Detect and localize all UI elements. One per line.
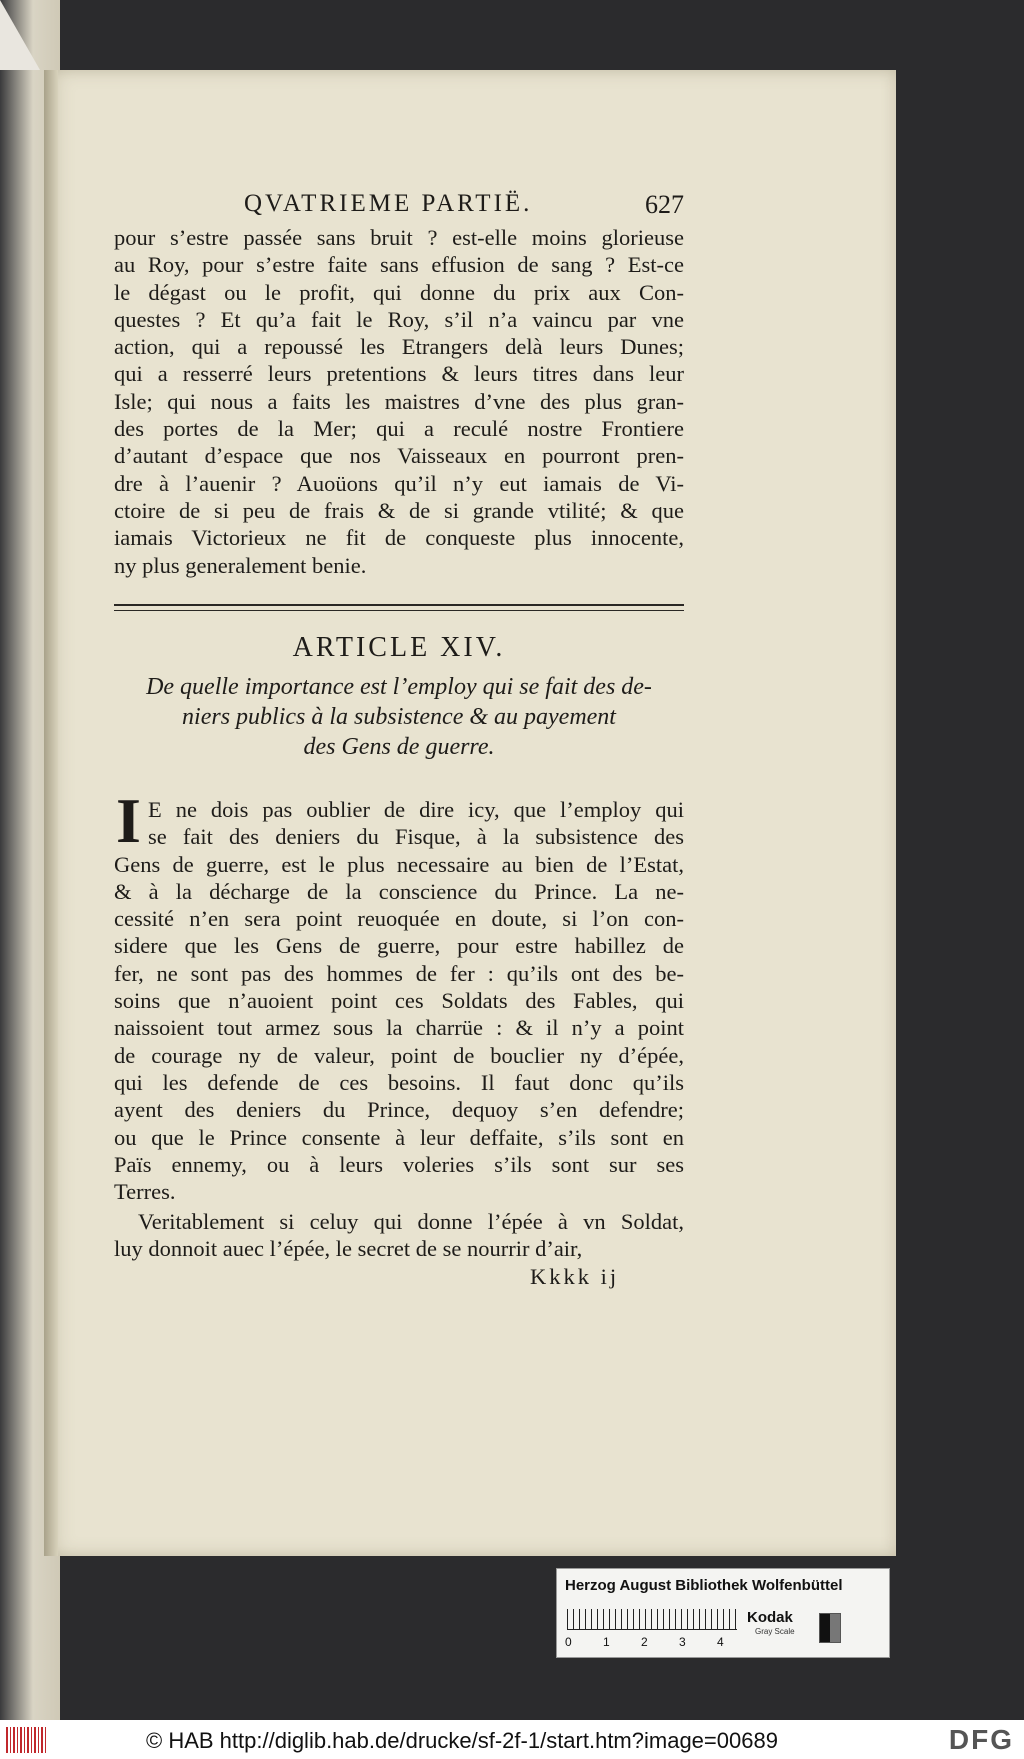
- color-scale-card: [556, 1568, 890, 1658]
- scale-tick: 0: [565, 1635, 572, 1649]
- text-line: Gens de guerre, est le plus necessaire au bien de l’Estat,: [114, 851, 684, 877]
- scale-tick: 3: [679, 1635, 686, 1649]
- scale-ruler: [567, 1609, 737, 1630]
- text-line: iamais Victorieux ne fit de conqueste plus innocente,: [114, 525, 684, 551]
- signature-mark: Kkkk ij: [530, 1264, 620, 1289]
- article-heading: ARTICLE XIV.: [292, 632, 506, 663]
- text-line: qui les defende de ces besoins. Il faut donc qu’ils: [114, 1069, 684, 1095]
- text-line: luy donnoit auec l’épée, le secret de se nourrir d’air,: [114, 1236, 583, 1262]
- page-number: 627: [645, 190, 684, 219]
- text-line: Isle; qui nous a faits les maistres d’vne des plus gran-: [114, 388, 684, 414]
- text-line: Veritablement si celuy qui donne l’épée à vn Soldat,: [138, 1209, 684, 1234]
- text-line: Terres.: [114, 1179, 176, 1205]
- paragraph-2: [114, 785, 684, 1205]
- gray-scale-label: Gray Scale: [755, 1627, 795, 1636]
- text-line: soins que n’auoient point ces Soldats des Fables, qui: [114, 988, 684, 1014]
- scale-tick: 4: [717, 1635, 724, 1649]
- text-line: fer, ne sont pas des hommes de fer : qu’ils ont des be-: [114, 960, 684, 986]
- paragraph-3-body: [114, 1208, 684, 1263]
- text-line: qui a resserré leurs pretentions & leurs titres dans leur: [114, 361, 684, 387]
- paragraph-1-body: [114, 224, 684, 579]
- paragraph-2-body: [114, 785, 684, 1205]
- text-line: au Roy, pour s’estre faite sans effusion de sang ? Est-ce: [114, 252, 684, 278]
- text-line: ny plus generalement benie.: [114, 552, 367, 578]
- gray-patch: [819, 1613, 841, 1643]
- library-name: Herzog August Bibliothek Wolfenbüttel: [565, 1577, 843, 1594]
- paragraph-3: [114, 1208, 684, 1263]
- scale-tick: 1: [603, 1635, 610, 1649]
- kodak-label: Kodak: [747, 1609, 793, 1626]
- paragraph-1: [114, 224, 684, 579]
- subheading-line: niers publics à la subsistence & au payement: [182, 704, 616, 730]
- text-line: questes ? Et qu’a fait le Roy, s’il n’a vaincu par vne: [114, 306, 684, 332]
- article-subheading: [114, 672, 684, 762]
- barcode-icon: [6, 1727, 46, 1753]
- running-head-title: QVATRIEME PARTIË.: [244, 190, 533, 217]
- text-line: E ne dois pas oublier de dire icy, que l’employ qui: [148, 797, 684, 822]
- subheading-line: des Gens de guerre.: [303, 734, 495, 760]
- text-line: ctoire de si peu de frais & de si grande vtilité; & que: [114, 497, 684, 523]
- text-line: de courage ny de valeur, point de bouclier ny d’épée,: [114, 1042, 684, 1068]
- text-line: d’autant d’espace que nos Vaisseaux en pourront pren-: [114, 443, 684, 469]
- text-line: naissoient tout armez sous la charrüe : & il n’y a point: [114, 1015, 684, 1041]
- drop-cap: I: [116, 785, 141, 856]
- text-line: des portes de la Mer; qui a reculé nostre Frontiere: [114, 416, 684, 442]
- text-line: ou que le Prince consente à leur deffaite, s’ils sont en: [114, 1124, 684, 1150]
- scale-tick: 2: [641, 1635, 648, 1649]
- subheading-line: De quelle importance est l’employ qui se fait des de-: [146, 674, 652, 700]
- page-binding-shadow: [44, 70, 58, 1556]
- footer-credit-link[interactable]: © HAB http://diglib.hab.de/drucke/sf-2f-1/start.htm?image=00689: [146, 1728, 778, 1753]
- running-head: [114, 190, 684, 222]
- text-line: ayent des deniers du Prince, dequoy s’en defendre;: [114, 1097, 684, 1123]
- text-line: action, qui a repoussé les Etrangers delà leurs Dunes;: [114, 334, 684, 360]
- dfg-logo: DFG: [948, 1724, 1014, 1755]
- text-line: dre à l’auenir ? Auoüons qu’il n’y eut iamais de Vi-: [114, 470, 684, 496]
- text-line: Païs ennemy, ou à leurs voleries s’ils sont sur ses: [114, 1151, 684, 1177]
- text-line: se fait des deniers du Fisque, à la subsistence des: [148, 824, 684, 850]
- text-line: le dégast ou le profit, qui donne du prix aux Con-: [114, 279, 684, 305]
- footer-bar: [0, 1720, 1024, 1759]
- text-line: cessité n’en sera point reuoquée en doute, si l’on con-: [114, 906, 684, 932]
- text-line: & à la décharge de la conscience du Prince. La ne-: [114, 878, 684, 904]
- text-line: pour s’estre passée sans bruit ? est-elle moins glorieuse: [114, 225, 684, 250]
- scan-corner: [0, 0, 40, 70]
- text-line: sidere que les Gens de guerre, pour estre habillez de: [114, 933, 684, 959]
- section-rule: [114, 604, 684, 611]
